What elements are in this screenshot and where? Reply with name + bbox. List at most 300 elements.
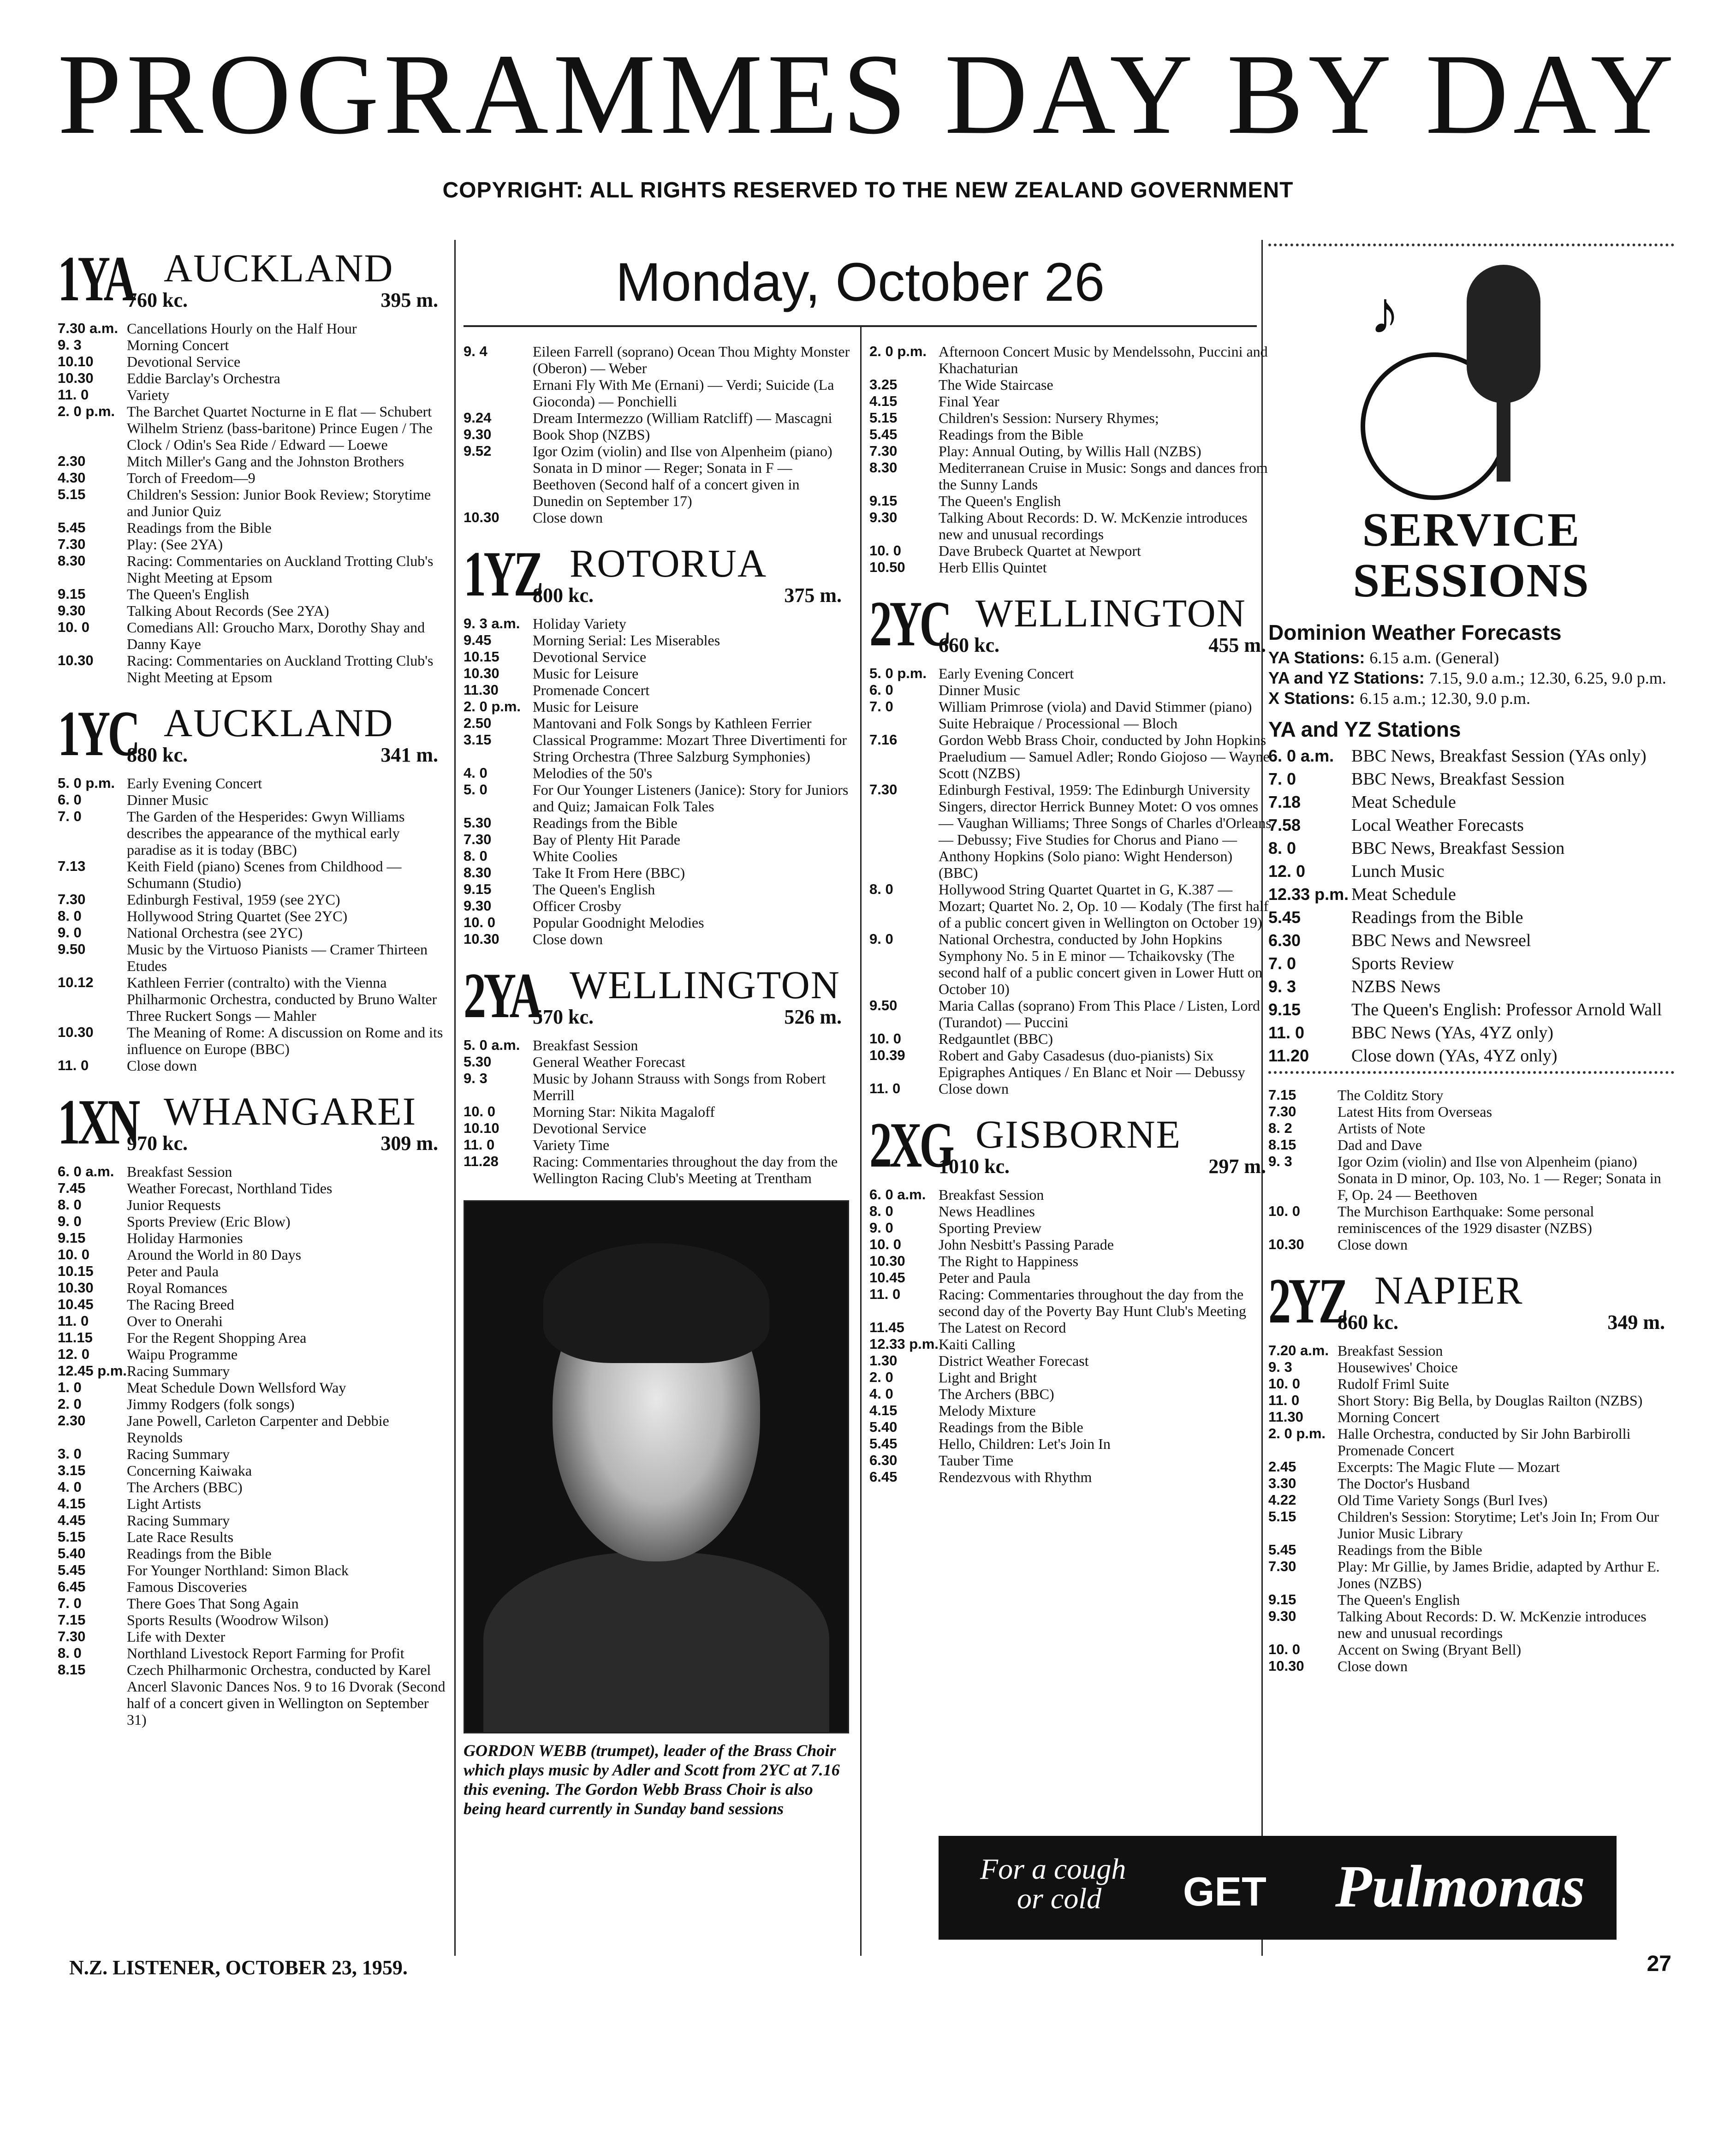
entry-time: 11. 0 <box>464 1137 495 1153</box>
schedule-entry <box>464 376 851 410</box>
schedule-entry <box>464 615 851 632</box>
schedule-entry <box>1268 1021 1674 1044</box>
station-city: AUCKLAND <box>164 246 394 290</box>
schedule-entry <box>869 509 1275 542</box>
entry-title: Mantovani and Folk Songs by Kathleen Ferrier <box>533 715 812 732</box>
station-city: GISBORNE <box>975 1112 1182 1156</box>
service-title-line1: SERVICE <box>1362 503 1581 556</box>
entry-title: William Primrose (viola) and David Stimmer (piano) Suite Hebraique / Processional — Bloch <box>939 698 1252 732</box>
schedule-entry <box>58 1213 447 1230</box>
weather-line <box>1268 688 1674 709</box>
station-frequency: 570 kc. <box>533 1006 594 1028</box>
schedule <box>464 1037 851 1186</box>
schedule-entry <box>1268 1120 1674 1137</box>
copyright-notice: COPYRIGHT: ALL RIGHTS RESERVED TO THE NEW ZEALAND GOVERNMENT <box>442 178 1294 202</box>
schedule-entry <box>58 1512 447 1529</box>
schedule-entry <box>58 808 447 858</box>
schedule <box>1268 1087 1674 1253</box>
station-header-2ya <box>464 961 851 1030</box>
schedule-entry <box>58 924 447 941</box>
station-call: 2YC <box>869 588 950 660</box>
schedule-entry <box>1268 814 1674 837</box>
entry-title: Morning Concert <box>127 337 229 353</box>
schedule-entry <box>1268 998 1674 1021</box>
schedule-entry <box>58 536 447 553</box>
entry-title: Afternoon Concert Music by Mendelssohn, Puccini and Khachaturian <box>939 343 1268 376</box>
entry-title: Dinner Music <box>939 682 1020 698</box>
station-city: NAPIER <box>1374 1268 1523 1312</box>
entry-time: 8.30 <box>58 553 86 569</box>
station-wavelength: 341 m. <box>380 744 438 766</box>
schedule-entry <box>1268 1137 1674 1153</box>
entry-title: NZBS News <box>1351 977 1441 996</box>
schedule-entry <box>1268 744 1674 768</box>
schedule-entry <box>464 1054 851 1070</box>
entry-time: 5.45 <box>58 519 86 536</box>
entry-title: Play: (See 2YA) <box>127 536 223 553</box>
schedule-entry <box>58 1057 447 1074</box>
schedule-entry <box>1268 1203 1674 1236</box>
station-call: 2YA <box>464 960 540 1031</box>
schedule-entry <box>58 775 447 792</box>
entry-title: Igor Ozim (violin) and Ilse von Alpenheim (piano) Sonata in D minor, Op. 103, No. 1 — Reger; Sonata in F, Op. 24 — Beethoven <box>1338 1153 1661 1203</box>
schedule-entry <box>58 1197 447 1213</box>
schedule-entry <box>58 1612 447 1628</box>
entry-time: 2. 0 <box>869 1369 893 1385</box>
schedule-entry <box>464 831 851 848</box>
entry-time: 10. 0 <box>869 542 901 559</box>
entry-title: General Weather Forecast <box>533 1054 685 1070</box>
entry-time: 5.15 <box>1268 1508 1296 1525</box>
entry-title: News Headlines <box>939 1203 1035 1220</box>
schedule-entry <box>464 781 851 815</box>
entry-time: 10.30 <box>58 652 94 668</box>
entry-time: 5.30 <box>464 1054 492 1070</box>
schedule-entry <box>58 1545 447 1562</box>
entry-time: 11.28 <box>464 1153 499 1169</box>
entry-title: Hollywood String Quartet (See 2YC) <box>127 908 348 924</box>
schedule-entry <box>869 1203 1275 1220</box>
entry-title: Early Evening Concert <box>127 775 262 792</box>
station-city: WELLINGTON <box>975 591 1246 635</box>
schedule <box>869 665 1275 1097</box>
entry-time: 8. 0 <box>58 1197 82 1213</box>
entry-title: Hollywood String Quartet Quartet in G, K.387 — Mozart; Quartet No. 2, Op. 10 — Kodaly (The first half of a public concert given in Wellington on October 19) <box>939 881 1269 931</box>
entry-title: The Racing Breed <box>127 1296 234 1313</box>
entry-time: 4.15 <box>869 1402 898 1418</box>
schedule-entry <box>464 715 851 732</box>
entry-time: 8. 0 <box>869 1203 893 1219</box>
entry-title: The Queen's English <box>127 586 250 602</box>
photo-caption: GORDON WEBB (trumpet), leader of the Brass Choir which plays music by Adler and Scott from 2YC at 7.16 this evening. The Gordon Webb Brass Choir is also being heard currently in Sunday band sessions <box>464 1741 840 1818</box>
entry-title: Weather Forecast, Northland Tides <box>127 1180 333 1197</box>
entry-title: Tauber Time <box>939 1452 1014 1469</box>
station-frequency: 880 kc. <box>127 744 188 766</box>
schedule <box>58 1163 447 1728</box>
entry-time <box>464 376 533 410</box>
schedule-entry <box>869 1402 1275 1419</box>
entry-time: 8. 0 <box>58 1645 82 1661</box>
entry-title: The Wide Staircase <box>939 376 1053 393</box>
microphone-stand <box>1497 399 1510 482</box>
schedule-entry <box>1268 791 1674 814</box>
entry-time: 10. 0 <box>1268 1641 1300 1657</box>
entry-time: 3.15 <box>464 732 492 748</box>
schedule-entry <box>58 387 447 403</box>
station-wavelength: 297 m. <box>1208 1155 1266 1178</box>
entry-title: Devotional Service <box>533 649 647 665</box>
schedule-entry <box>1268 1342 1674 1359</box>
schedule-entry <box>1268 1558 1674 1591</box>
entry-time: 7. 0 <box>58 1595 82 1611</box>
schedule <box>1268 1342 1674 1674</box>
entry-title: Readings from the Bible <box>127 519 272 536</box>
entry-title: The Queen's English <box>1338 1591 1460 1608</box>
station-wavelength: 309 m. <box>380 1132 438 1155</box>
entry-title: The Queen's English: Professor Arnold Wall <box>1351 1000 1662 1019</box>
schedule-entry <box>1268 906 1674 929</box>
schedule-entry <box>1268 1103 1674 1120</box>
schedule-entry <box>464 443 851 509</box>
schedule-entry <box>1268 1608 1674 1641</box>
schedule-entry <box>464 1070 851 1103</box>
entry-title: Take It From Here (BBC) <box>533 864 685 881</box>
entry-time: 10.15 <box>464 649 499 665</box>
entry-title: BBC News, Breakfast Session (YAs only) <box>1351 746 1647 766</box>
entry-title: Early Evening Concert <box>939 665 1074 682</box>
entry-title: Peter and Paula <box>127 1263 219 1280</box>
station-frequency: 970 kc. <box>127 1132 188 1155</box>
entry-title: BBC News and Newsreel <box>1351 931 1531 950</box>
entry-title: Readings from the Bible <box>127 1545 272 1562</box>
entry-time: 9.15 <box>1268 1000 1301 1019</box>
entry-time: 5.15 <box>869 410 898 426</box>
schedule-entry <box>464 1153 851 1186</box>
entry-title: Music for Leisure <box>533 698 639 715</box>
entry-time: 2. 0 p.m. <box>58 403 115 419</box>
schedule-entry <box>58 1163 447 1180</box>
schedule-entry <box>869 393 1275 410</box>
schedule-entry <box>869 1253 1275 1269</box>
schedule-entry <box>1268 952 1674 975</box>
entry-time: 7.18 <box>1268 792 1301 811</box>
schedule-entry <box>58 619 447 652</box>
entry-time: 5.40 <box>869 1419 898 1435</box>
schedule-entry <box>58 486 447 519</box>
entry-time: 9.15 <box>58 586 86 602</box>
schedule-entry <box>58 1230 447 1246</box>
entry-title: Edinburgh Festival, 1959: The Edinburgh University Singers, director Herrick Bunney Motet: O vos omnes — Vaughan Williams; Three Songs of Charles d'Orleans — Debussy; Five Studies for Chorus and Piano — Anthony Hopkins (Solo piano: Wight Henderson) (BBC) <box>939 781 1272 881</box>
schedule-entry <box>869 1386 1275 1402</box>
schedule-entry <box>869 343 1275 376</box>
entry-title: Excerpts: The Magic Flute — Mozart <box>1338 1459 1560 1475</box>
entry-time: 8. 0 <box>1268 839 1296 858</box>
entry-title: Breakfast Session <box>939 1186 1044 1203</box>
schedule-entry <box>1268 1087 1674 1103</box>
weather-stations: YA Stations: <box>1268 648 1370 667</box>
entry-title: Accent on Swing (Bryant Bell) <box>1338 1641 1522 1658</box>
schedule-entry <box>464 632 851 649</box>
entry-title: Close down <box>939 1080 1009 1097</box>
schedule-entry <box>1268 1459 1674 1475</box>
entry-title: Variety <box>127 387 170 403</box>
station-call: 1XN <box>58 1086 138 1158</box>
schedule-entry <box>58 1263 447 1280</box>
entry-title: Sports Results (Woodrow Wilson) <box>127 1612 329 1628</box>
entry-time: 10. 0 <box>58 619 89 635</box>
schedule-entry <box>58 586 447 602</box>
entry-time: 10.45 <box>58 1296 94 1312</box>
entry-title: National Orchestra, conducted by John Hopkins Symphony No. 5 in E minor — Tchaikovsky (The second half of a public concert given in Lower Hutt on October 10) <box>939 931 1262 997</box>
entry-time: 3.25 <box>869 376 898 393</box>
entry-time: 2.50 <box>464 715 492 731</box>
entry-title: Dave Brubeck Quartet at Newport <box>939 542 1141 559</box>
entry-time: 2.30 <box>58 453 86 469</box>
schedule-entry <box>58 353 447 370</box>
entry-title: The Latest on Record <box>939 1319 1066 1336</box>
entry-time: 7.16 <box>869 732 898 748</box>
schedule-entry <box>464 698 851 715</box>
entry-title: Edinburgh Festival, 1959 (see 2YC) <box>127 891 340 908</box>
entry-time: 2. 0 p.m. <box>869 343 927 359</box>
date-heading: Monday, October 26 <box>464 240 1257 327</box>
entry-title: Breakfast Session <box>127 1163 232 1180</box>
entry-time: 6. 0 a.m. <box>58 1163 114 1179</box>
schedule-entry <box>869 1186 1275 1203</box>
entry-title: The Garden of the Hesperides: Gwyn Williams describes the appearance of the mythical early paradise as it is today (BBC) <box>127 808 405 858</box>
entry-title: The Archers (BBC) <box>127 1479 243 1495</box>
entry-title: Breakfast Session <box>533 1037 638 1054</box>
entry-time: 6.30 <box>1268 931 1301 950</box>
entry-time: 9.50 <box>58 941 86 957</box>
entry-time: 11. 0 <box>1268 1392 1300 1408</box>
entry-time: 11.30 <box>464 682 499 698</box>
schedule-entry <box>869 1435 1275 1452</box>
entry-time: 2. 0 p.m. <box>464 698 521 715</box>
entry-time: 10. 0 <box>464 914 495 930</box>
entry-time: 7. 0 <box>1268 954 1296 973</box>
schedule-entry <box>58 1329 447 1346</box>
entry-time: 10.30 <box>1268 1236 1304 1252</box>
ad-tagline <box>980 1854 1126 1913</box>
entry-time: 8. 0 <box>464 848 488 864</box>
schedule-entry <box>869 443 1275 459</box>
entry-title: Talking About Records (See 2YA) <box>127 602 329 619</box>
entry-title: Kaiti Calling <box>939 1336 1016 1352</box>
entry-time: 10.30 <box>464 931 499 947</box>
schedule-entry <box>869 1236 1275 1253</box>
entry-title: Local Weather Forecasts <box>1351 816 1524 835</box>
entry-title: Readings from the Bible <box>533 815 678 831</box>
station-header-1xn <box>58 1088 447 1157</box>
entry-title: Housewives' Choice <box>1338 1359 1458 1376</box>
schedule-entry <box>869 542 1275 559</box>
schedule-entry <box>869 410 1275 426</box>
entry-title: Bay of Plenty Hit Parade <box>533 831 680 848</box>
entry-time: 5.45 <box>869 1435 898 1452</box>
entry-time: 10.12 <box>58 974 94 990</box>
entry-title: Melodies of the 50's <box>533 765 653 781</box>
schedule-entry <box>58 1562 447 1578</box>
entry-time: 9. 0 <box>869 931 893 947</box>
schedule-entry <box>869 1319 1275 1336</box>
entry-title: Over to Onerahi <box>127 1313 223 1329</box>
schedule-entry <box>869 881 1275 931</box>
entry-title: Talking About Records: D. W. McKenzie introduces new and unusual recordings <box>1338 1608 1647 1641</box>
entry-time: 2.30 <box>58 1412 86 1429</box>
schedule-entry <box>464 1037 851 1054</box>
entry-time: 4. 0 <box>869 1386 893 1402</box>
entry-title: Late Race Results <box>127 1529 234 1545</box>
entry-time: 12.33 p.m. <box>1268 885 1349 904</box>
entry-title: Meat Schedule Down Wellsford Way <box>127 1379 346 1396</box>
station-header-1ya <box>58 244 447 314</box>
entry-title: Readings from the Bible <box>1338 1542 1482 1558</box>
schedule-entry <box>869 931 1275 997</box>
entry-time: 4. 0 <box>464 765 488 781</box>
entry-title: Ernani Fly With Me (Ernani) — Verdi; Suicide (La Gioconda) — Ponchielli <box>533 376 834 410</box>
schedule-entry <box>1268 1425 1674 1459</box>
entry-time: 8. 0 <box>869 881 893 897</box>
entry-title: Lunch Music <box>1351 862 1445 881</box>
schedule-entry <box>1268 1641 1674 1658</box>
entry-title: BBC News, Breakfast Session <box>1351 769 1565 789</box>
entry-time: 9.30 <box>1268 1608 1296 1624</box>
entry-title: BBC News (YAs, 4YZ only) <box>1351 1023 1554 1042</box>
entry-time: 5.45 <box>1268 908 1301 927</box>
schedule-entry <box>464 426 851 443</box>
schedule-entry <box>1268 883 1674 906</box>
entry-time: 5.45 <box>869 426 898 442</box>
entry-time: 7.15 <box>58 1612 86 1628</box>
station-call: 2YZ <box>1268 1265 1346 1337</box>
station-frequency: 760 kc. <box>127 289 188 311</box>
entry-time: 9. 0 <box>58 1213 82 1229</box>
entry-time: 5.45 <box>1268 1542 1296 1558</box>
entry-time: 7.58 <box>1268 816 1301 834</box>
schedule-entry <box>869 1369 1275 1386</box>
entry-title: The Colditz Story <box>1338 1087 1444 1103</box>
entry-time: 11. 0 <box>58 387 89 403</box>
entry-title: The Barchet Quartet Nocturne in E flat — Schubert <box>127 403 432 420</box>
weather-times: 6.15 a.m. (General) <box>1369 649 1499 667</box>
service-schedule <box>1268 744 1674 1067</box>
entry-time: 7.30 <box>869 781 898 798</box>
entry-time: 9.45 <box>464 632 492 648</box>
schedule-entry <box>464 649 851 665</box>
entry-title: Melody Mixture <box>939 1402 1036 1419</box>
entry-title: District Weather Forecast <box>939 1352 1089 1369</box>
schedule-entry <box>1268 1591 1674 1608</box>
entry-title: Morning Star: Nikita Magaloff <box>533 1103 715 1120</box>
entry-title: Close down <box>533 509 603 526</box>
schedule-entry <box>464 410 851 426</box>
entry-time: 10.10 <box>464 1120 499 1136</box>
station-wavelength: 455 m. <box>1208 634 1266 656</box>
entry-title: Famous Discoveries <box>127 1578 247 1595</box>
station-call: 1YZ <box>464 538 541 610</box>
schedule-entry <box>1268 1508 1674 1542</box>
entry-time: 7. 0 <box>1268 769 1296 788</box>
entry-title: Junior Requests <box>127 1197 221 1213</box>
entry-title: Jimmy Rodgers (folk songs) <box>127 1396 295 1412</box>
entry-title: Eddie Barclay's Orchestra <box>127 370 280 387</box>
entry-time: 1. 0 <box>58 1379 82 1395</box>
entry-time: 6. 0 <box>869 682 893 698</box>
entry-time: 5. 0 p.m. <box>58 775 115 791</box>
entry-title: Cancellations Hourly on the Half Hour <box>127 320 357 337</box>
schedule-entry <box>869 1047 1275 1080</box>
schedule-entry <box>464 665 851 682</box>
entry-time: 5.15 <box>58 486 86 502</box>
schedule-entry <box>58 1363 447 1379</box>
schedule-entry <box>869 1469 1275 1485</box>
schedule-entry <box>464 898 851 914</box>
station-header-2xg <box>869 1111 1275 1180</box>
schedule-entry <box>58 941 447 974</box>
entry-title: Close down <box>533 931 603 947</box>
schedule-entry <box>1268 1392 1674 1409</box>
station-city: WELLINGTON <box>570 963 840 1007</box>
entry-title: Holiday Variety <box>533 615 626 632</box>
column-divider <box>860 325 862 1956</box>
entry-title: Readings from the Bible <box>939 426 1083 443</box>
entry-time: 6. 0 a.m. <box>1268 746 1334 765</box>
schedule-entry <box>1268 1153 1674 1203</box>
entry-time: 9. 3 <box>1268 977 1296 996</box>
weather-list <box>1268 648 1674 709</box>
entry-title: John Nesbitt's Passing Parade <box>939 1236 1114 1253</box>
entry-time: 7.45 <box>58 1180 86 1196</box>
schedule-entry <box>58 1280 447 1296</box>
entry-title: The Murchison Earthquake: Some personal reminiscences of the 1929 disaster (NZBS) <box>1338 1203 1594 1236</box>
entry-time: 9. 3 <box>1268 1359 1292 1375</box>
schedule-entry <box>58 470 447 486</box>
entry-title: Play: Annual Outing, by Willis Hall (NZBS) <box>939 443 1201 459</box>
entry-time: 10. 0 <box>1268 1376 1300 1392</box>
entry-title: Devotional Service <box>533 1120 647 1137</box>
schedule-entry <box>58 320 447 337</box>
entry-time: 9.30 <box>58 602 86 619</box>
entry-time: 7.30 <box>1268 1558 1296 1574</box>
entry-title: Gordon Webb Brass Choir, conducted by John Hopkins Praeludium — Samuel Adler; Rondo Giojoso — Wayne Scott (NZBS) <box>939 732 1270 781</box>
station-call: 1YA <box>58 243 134 315</box>
entry-title: Close down <box>1338 1658 1408 1674</box>
entry-time: 9.30 <box>464 898 492 914</box>
weather-stations: X Stations: <box>1268 689 1360 708</box>
entry-time: 3. 0 <box>58 1446 82 1462</box>
entry-time <box>58 420 127 453</box>
entry-time: 4.22 <box>1268 1492 1296 1508</box>
entry-title: Racing: Commentaries throughout the day from the second day of the Poverty Bay Hunt Club's Meeting <box>939 1286 1246 1319</box>
entry-title: Mitch Miller's Gang and the Johnston Brothers <box>127 453 404 470</box>
entry-time: 8.30 <box>464 864 492 881</box>
entry-title: BBC News, Breakfast Session <box>1351 839 1565 858</box>
entry-time: 9. 0 <box>869 1220 893 1236</box>
schedule-entry <box>869 1080 1275 1097</box>
entry-time: 10. 0 <box>869 1236 901 1252</box>
entry-title: Hello, Children: Let's Join In <box>939 1435 1111 1452</box>
entry-time: 9. 3 <box>464 1070 488 1086</box>
entry-title: There Goes That Song Again <box>127 1595 299 1612</box>
ad-brand: Pulmonas <box>1335 1853 1585 1920</box>
wavy-rule <box>1268 1071 1674 1078</box>
entry-title: Latest Hits from Overseas <box>1338 1103 1492 1120</box>
entry-time: 3.30 <box>1268 1475 1296 1491</box>
entry-title: Classical Programme: Mozart Three Divertimenti for String Orchestra (Three Salzburg Symphonies) <box>533 732 847 765</box>
ad-line-1: For a cough <box>980 1852 1126 1885</box>
ya-yz-heading: YA and YZ Stations <box>1268 717 1461 741</box>
